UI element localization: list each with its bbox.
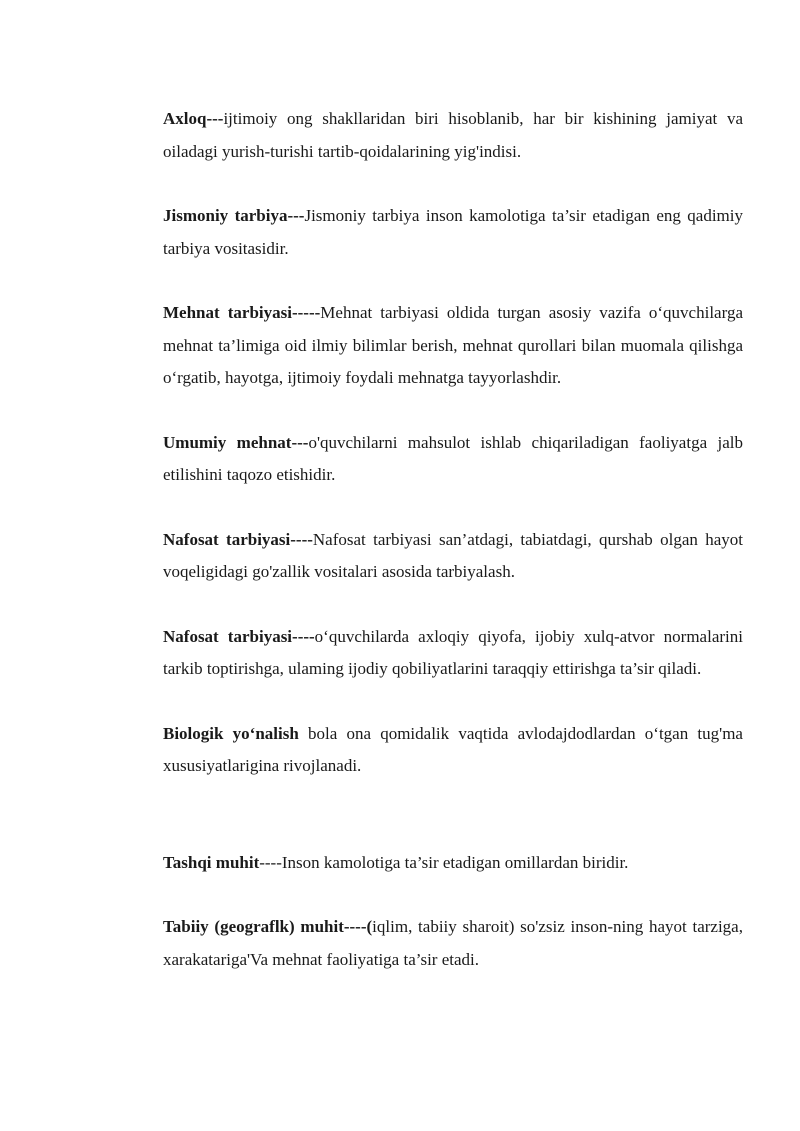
definition-term: Tabiiy (geograflk) muhit----( bbox=[163, 917, 373, 936]
definition-term: Nafosat tarbiyasi---- bbox=[163, 626, 315, 646]
definition-jismoniy-tarbiya bbox=[163, 200, 743, 265]
definition-term: Mehnat tarbiyasi----- bbox=[163, 303, 321, 322]
definition-text: Nafosat tarbiyasi san’atdagi, tabiatdagi, qurshab olgan hayot voqeligidagi go'zallik vositalari asosida tarbiyalash. bbox=[163, 529, 743, 581]
definition-nafosat-tarbiyasi-2 bbox=[163, 621, 743, 686]
definition-text: ijtimoiy ong shakllaridan biri hisoblanib, har bir kishining jamiyat va oiladagi yurish-turishi tartib-qoidalarining yig'indisi. bbox=[163, 109, 743, 161]
definition-tashqi-muhit bbox=[163, 847, 743, 880]
definition-term: Jismoniy tarbiya--- bbox=[163, 206, 305, 225]
definition-term: Tashqi muhit bbox=[163, 852, 260, 872]
definition-text: o'quvchilarni mahsulot ishlab chiqariladigan faoliyatga jalb etilishini taqozo etishidir. bbox=[163, 432, 743, 484]
document-page bbox=[163, 103, 743, 976]
definition-text: o‘quvchilarda axloqiy qiyofa, ijobiy xulq-atvor normalarini tarkib toptirishga, ulaming ijodiy qobiliyatlarini taraqqiy ettirishga ta’sir qiladi. bbox=[163, 626, 743, 678]
definition-tabiiy-muhit bbox=[163, 911, 743, 976]
definition-text: bola ona qomidalik vaqtida avlodajdodlardan o‘tgan tug'ma xususiyatlarigina rivojlanadi. bbox=[163, 723, 743, 775]
definition-biologik-yonalish bbox=[163, 718, 743, 783]
definition-term: Umumiy mehnat--- bbox=[163, 432, 309, 452]
definition-text: iqlim, tabiiy sharoit) so'zsiz inson-ning hayot tarziga, xarakatariga'Va mehnat faoliyatiga ta’sir etadi. bbox=[163, 917, 743, 969]
definition-nafosat-tarbiyasi-1 bbox=[163, 524, 743, 589]
definition-term: Biologik yo‘nalish bbox=[163, 723, 299, 743]
definition-umumiy-mehnat bbox=[163, 427, 743, 492]
definition-term: Axloq--- bbox=[163, 109, 224, 128]
definition-mehnat-tarbiyasi bbox=[163, 297, 743, 395]
definition-text: Jismoniy tarbiya inson kamolotiga ta’sir etadigan eng qadimiy tarbiya vositasidir. bbox=[163, 206, 743, 258]
definition-text: ----Inson kamolotiga ta’sir etadigan omillardan biridir. bbox=[259, 852, 629, 872]
definition-text: Mehnat tarbiyasi oldida turgan asosiy vazifa o‘quvchilarga mehnat ta’limiga oid ilmiy bilimlar berish, mehnat qurollari bilan muomala qilishga o‘rgatib, hayotga, ijtimoiy foydali mehnatga tayyorlashdir. bbox=[163, 303, 743, 387]
definition-axloq bbox=[163, 103, 743, 168]
definition-term: Nafosat tarbiyasi---- bbox=[163, 529, 313, 549]
